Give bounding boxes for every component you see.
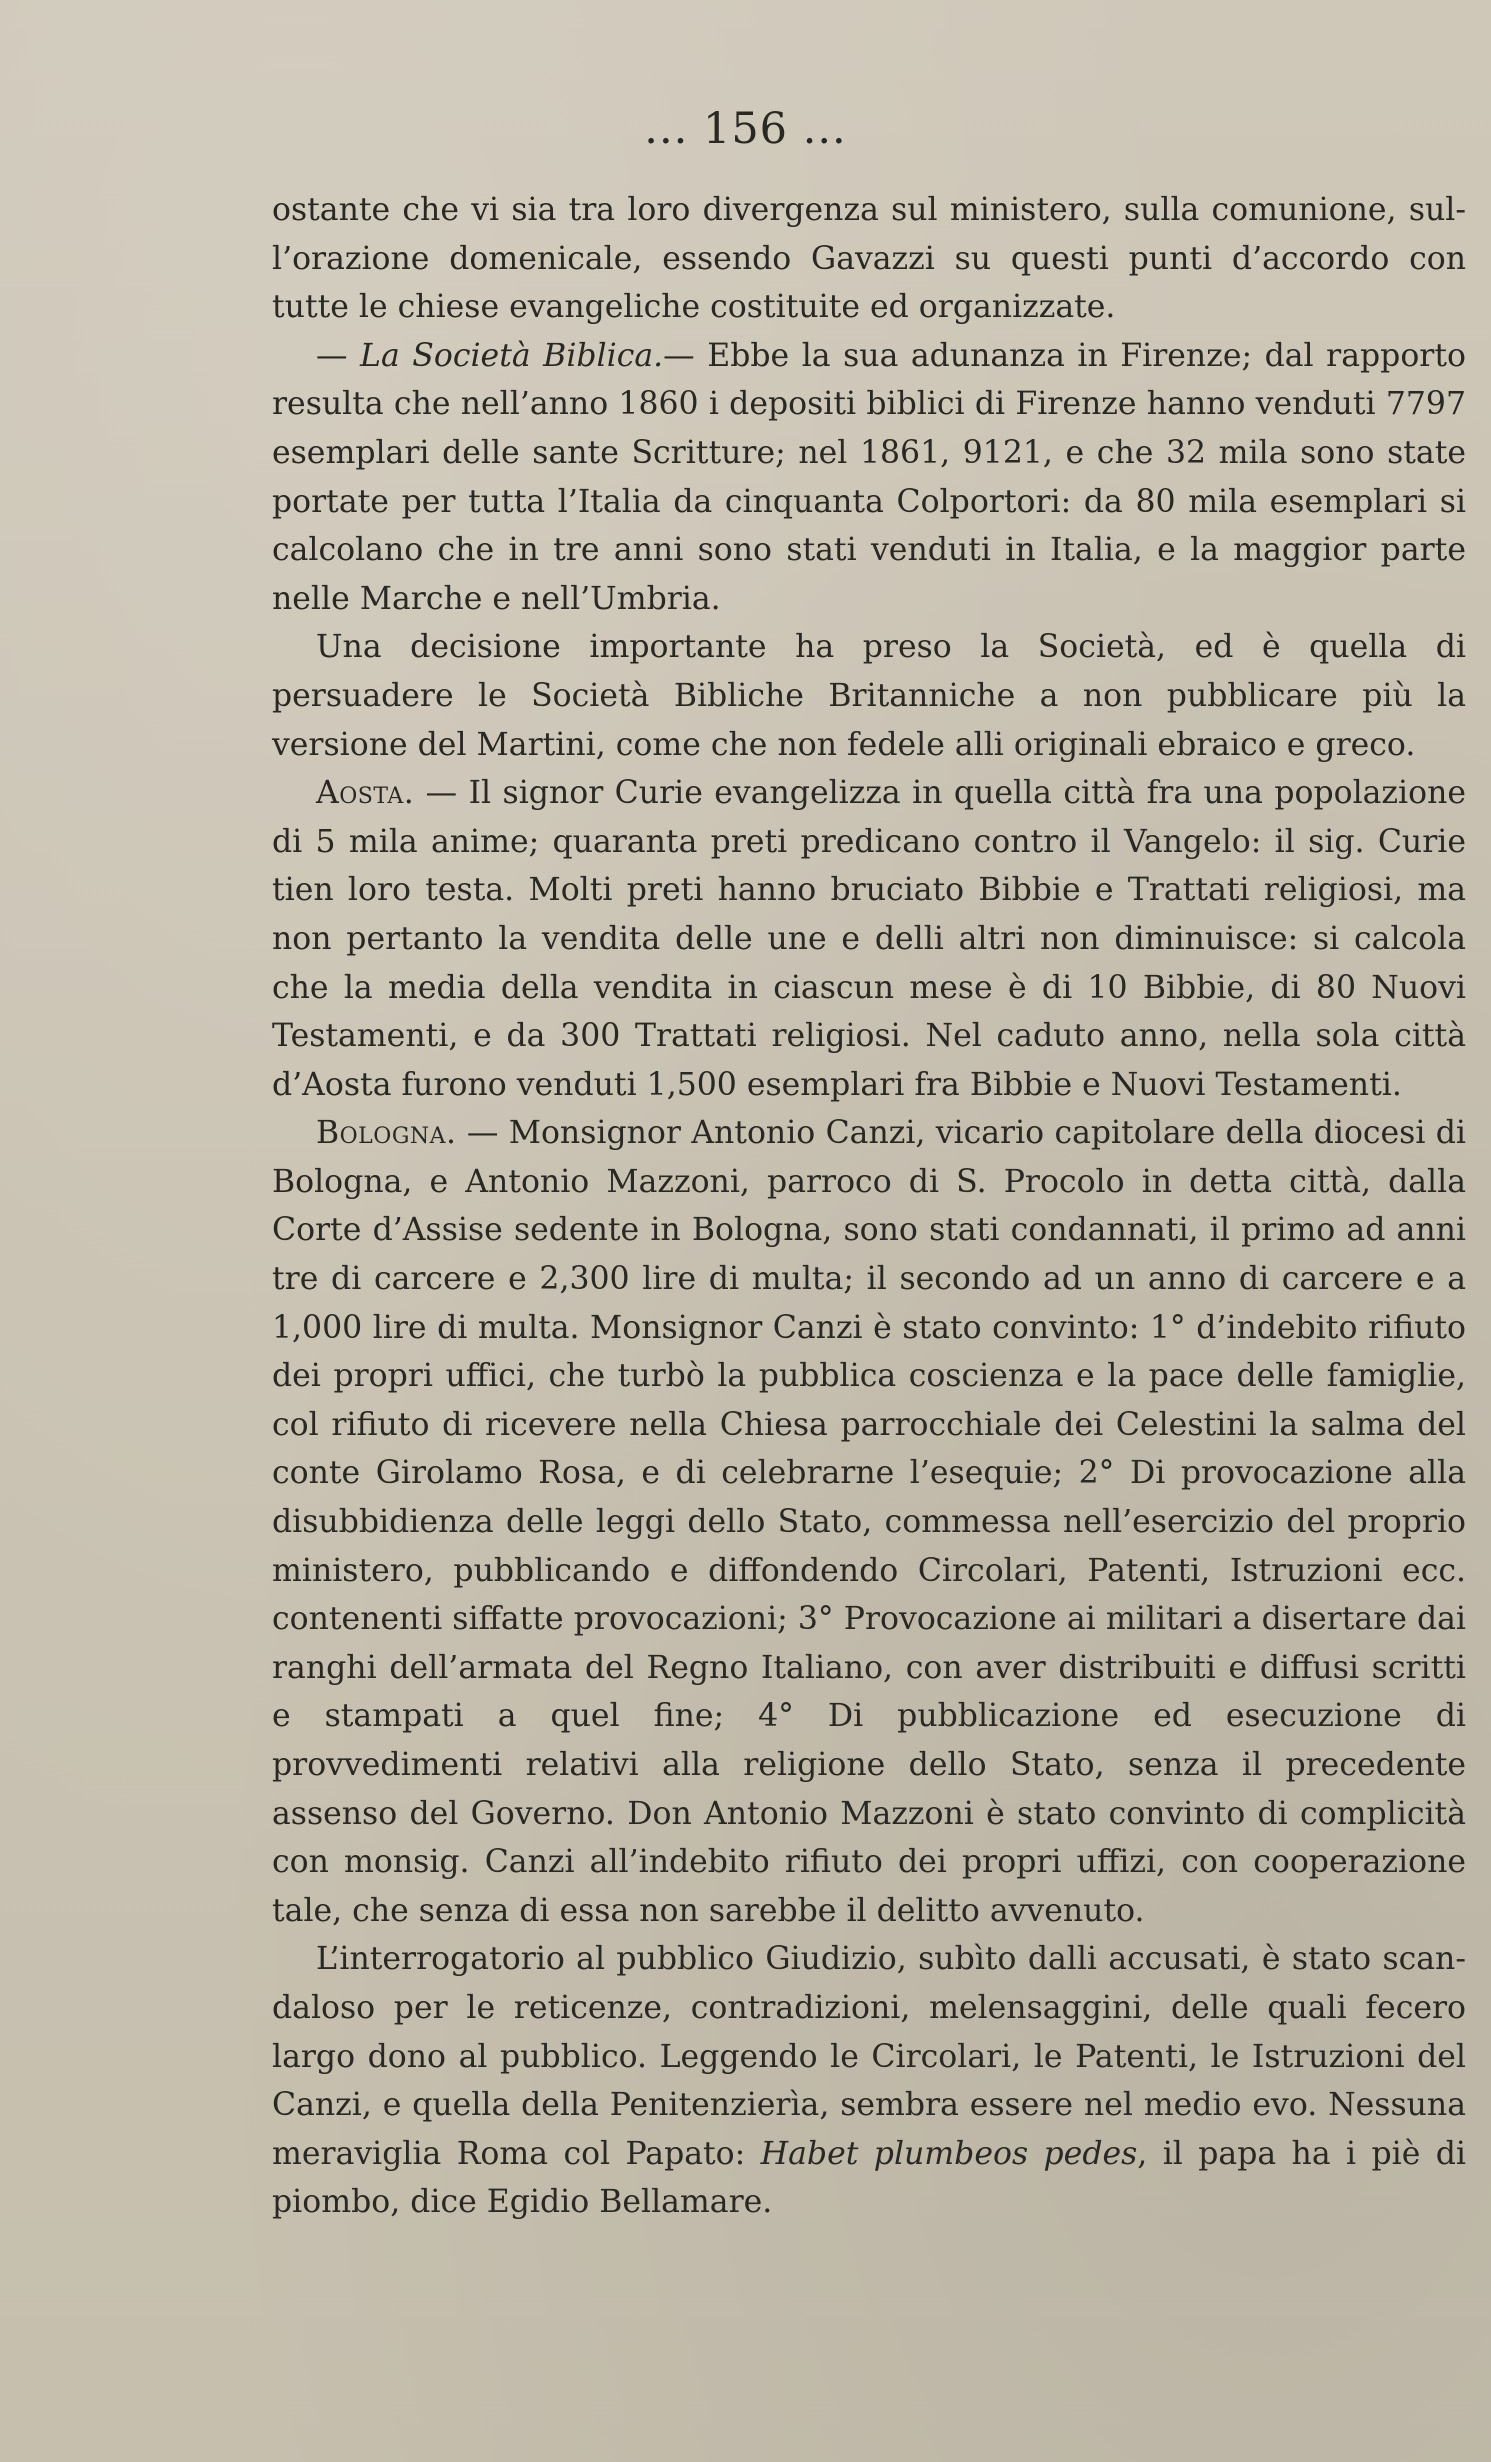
section-heading-societa-biblica: La Società Biblica. <box>360 337 664 374</box>
paragraph-text: Monsignor Antonio Canzi, vicario capitolare della diocesi di Bologna, e Antonio Mazzoni, parroco di S. Procolo in detta città, dalla Corte d’Assise sedente in Bologna, sono stati condannati, il primo ad anni tre di carcere e 2,300 lire di multa; il secondo ad un anno di carcere e a 1,000 lire di multa. Monsignor Canzi è stato convinto: 1° d’indebito rifiuto dei propri uffici, che turbò la pubblica coscienza e la pace delle famiglie, col rifiuto di ricevere nella Chiesa parrocchiale dei Celestini la salma del conte Girolamo Rosa, e di celebrarne l’esequie; 2° Di provocazione alla disubbidienza delle leggi dello Stato, commessa nell’esercizio del proprio ministero, pubblicando e diffondendo Circolari, Patenti, Istruzioni ecc. contenenti siffatte provocazioni; 3° Provocazione ai militari a disertare dai ranghi dell’armata del Regno Italiano, con aver distribuiti e diffusi scritti e stampati a quel fine; 4° Di pubblicazione ed esecuzione di provvedimenti relativi alla religione dello Stato, senza il precedente assenso del Governo. Don Antonio Mazzoni è stato convinto di complicità con monsig. Canzi all’indebito rifiuto dei propri uffizi, con cooperazione tale, che senza di essa non sarebbe il delitto avvenuto. <box>272 1115 1466 1929</box>
section-heading-bologna: Bologna. <box>316 1115 457 1152</box>
paragraph-text: ostante che vi sia tra loro divergenza sul ministero, sulla comunione, sull’orazione domenicale, essendo Gavazzi su questi punti d’accordo con tutte le chiese evangeliche costituite ed organizzate. <box>272 192 1466 326</box>
paragraph-text: L’interrogatorio al pubblico Giudizio, subìto dalli accusati, è stato scandaloso per le reticenze, contradizioni, melensaggini, delle quali fecero largo dono al pubblico. Leggendo le Circolari, le Patenti, le Istruzioni del Canzi, e quella della Penitenzierìa, sembra essere nel medio evo. Nessuna meraviglia Roma col Papato: <box>272 1941 1466 2172</box>
paragraph-gavazzi <box>272 186 1466 332</box>
latin-quote: Habet plumbeos pedes <box>760 2135 1138 2172</box>
lead-dash: — <box>316 337 361 374</box>
heading-separator: — <box>456 1115 509 1152</box>
paragraph-societa-biblica <box>272 332 1466 624</box>
paragraph-text: Una decisione importante ha preso la Società, ed è quella di persuadere le Società Bibliche Britanniche a non pubblicare più la versione del Martini, come che non fedele alli originali ebraico e greco. <box>272 629 1466 763</box>
paragraph-interrogatorio <box>272 1935 1466 2227</box>
paragraph-text: Ebbe la sua adunanza in Firenze; dal rapporto resulta che nell’anno 1860 i depositi biblici di Firenze hanno venduti 7797 esemplari delle sante Scritture; nel 1861, 9121, e che 32 mila sono state portate per tutta l’Italia da cinquanta Colportori: da 80 mila esemplari si calcolano che in tre anni sono stati venduti in Italia, e la maggior parte nelle Marche e nell’Umbria. <box>272 337 1466 617</box>
heading-separator: — <box>663 337 708 374</box>
body-text <box>272 186 1466 2227</box>
heading-separator: — <box>414 775 469 812</box>
paragraph-bologna <box>272 1109 1466 1935</box>
paragraph-text: , il papa ha i piè di piombo, dice Egidio Bellamare. <box>272 2135 1466 2221</box>
paragraph-decisione <box>272 623 1466 769</box>
paragraph-aosta <box>272 769 1466 1109</box>
page-number: ... 156 ... <box>644 104 847 154</box>
section-heading-aosta: Aosta. <box>316 775 415 812</box>
paragraph-text: Il signor Curie evangelizza in quella città fra una popolazione di 5 mila anime; quaranta preti predicano contro il Vangelo: il sig. Curie tien loro testa. Molti preti hanno bruciato Bibbie e Trattati religiosi, ma non pertanto la vendita delle une e delli altri non diminuisce: si calcola che la media della vendita in ciascun mese è di 10 Bibbie, di 80 Nuovi Testamenti, e da 300 Trattati religiosi. Nel caduto anno, nella sola città d’Aosta furono venduti 1,500 esemplari fra Bibbie e Nuovi Testamenti. <box>272 775 1466 1103</box>
